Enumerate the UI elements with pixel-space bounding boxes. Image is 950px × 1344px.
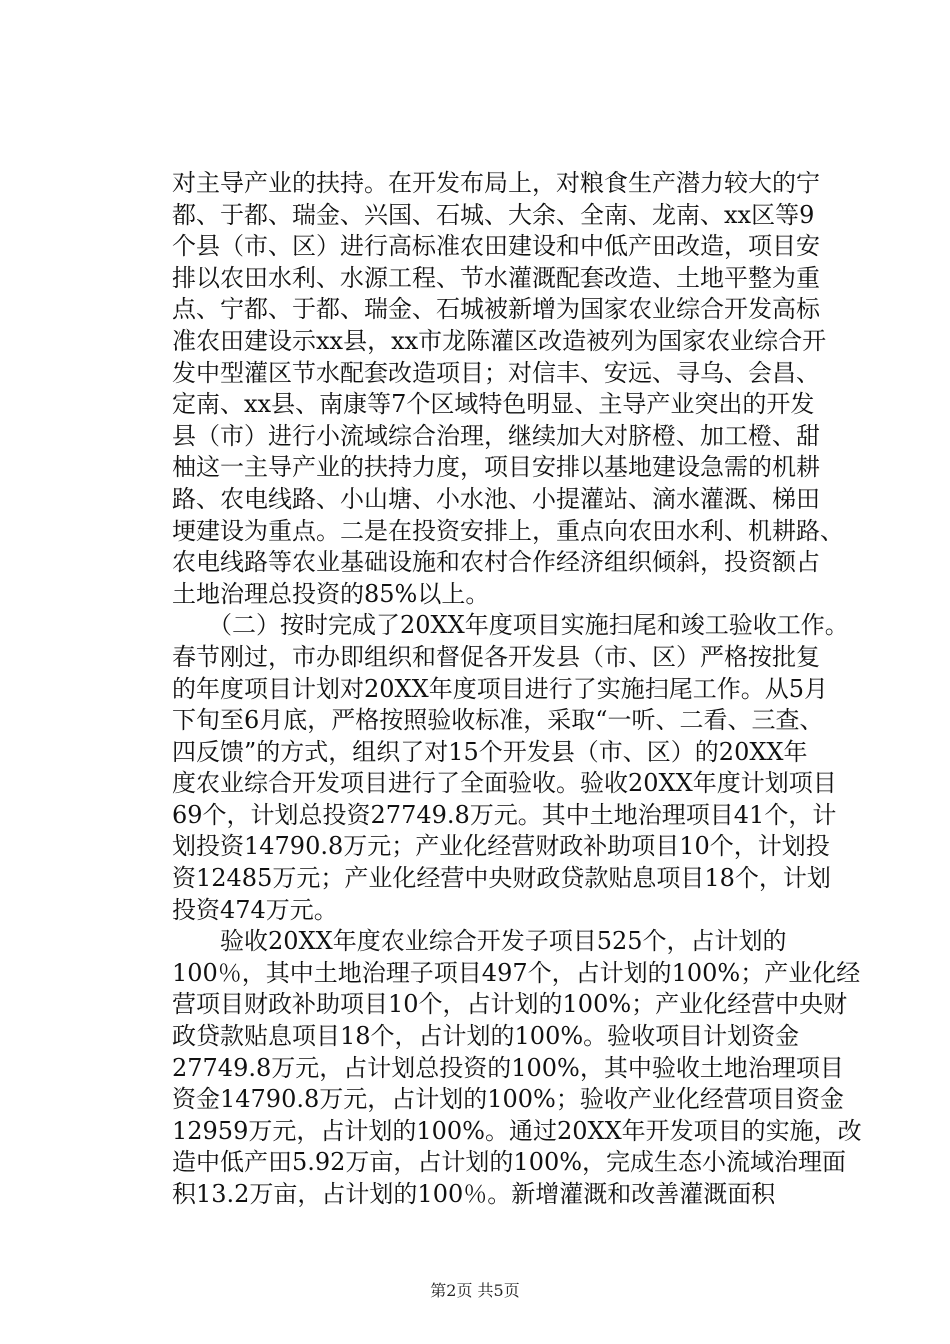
paragraph-line: 对主导产业的扶持。在开发布局上，对粮食生产潜力较大的宁 xyxy=(172,169,820,197)
paragraph-line: 发中型灌区节水配套改造项目；对信丰、安远、寻乌、会昌、 xyxy=(172,358,820,387)
paragraph-line: 柚这一主导产业的扶持力度，项目安排以基地建设急需的机耕 xyxy=(172,453,820,482)
paragraph-line: 下旬至6月底，严格按照验收标准，采取“一听、二看、三查、 xyxy=(172,706,824,735)
body-text xyxy=(172,168,862,1211)
paragraph-line: 资金14790.8万元，占计划的100%；验收产业化经营项目资金 xyxy=(172,1085,844,1114)
paragraph-line: 春节刚过，市办即组织和督促各开发县（市、区）严格按批复 xyxy=(172,642,820,671)
paragraph-line: 县（市）进行小流域综合治理，继续加大对脐橙、加工橙、甜 xyxy=(172,421,820,450)
paragraph-line: 定南、xx县、南康等7个区域特色明显、主导产业突出的开发 xyxy=(172,390,815,419)
paragraph-line: 造中低产田5.92万亩，占计划的100%，完成生态小流域治理面 xyxy=(172,1148,847,1177)
paragraph-line: 四反馈”的方式，组织了对15个开发县（市、区）的20XX年 xyxy=(172,737,808,766)
paragraph-line: 资12485万元；产业化经营中央财政贷款贴息项目18个，计划 xyxy=(172,864,831,893)
paragraph-line: 都、于都、瑞金、兴国、石城、大余、全南、龙南、xx区等9 xyxy=(172,200,815,229)
paragraph-line: 的年度项目计划对20XX年度项目进行了实施扫尾工作。从5月 xyxy=(172,674,828,703)
paragraph-line: 12959万元，占计划的100%。通过20XX年开发项目的实施，改 xyxy=(172,1116,862,1145)
paragraph-line: 投资474万元。 xyxy=(172,895,338,924)
page-footer: 第2页 共5页 xyxy=(430,1281,520,1300)
paragraph-line: 积13.2万亩，占计划的100％。新增灌溉和改善灌溉面积 xyxy=(172,1180,776,1208)
paragraph-line: 点、宁都、于都、瑞金、石城被新增为国家农业综合开发高标 xyxy=(172,295,820,324)
paragraph-line: 路、农电线路、小山塘、小水池、小提灌站、滴水灌溉、梯田 xyxy=(172,484,820,513)
paragraph-line: 个县（市、区）进行高标准农田建设和中低产田改造，项目安 xyxy=(172,232,820,261)
paragraph-line: 政贷款贴息项目18个，占计划的100%。验收项目计划资金 xyxy=(172,1022,800,1051)
paragraph-line: 土地治理总投资的85%以上。 xyxy=(172,579,490,608)
paragraph-line: 验收20XX年度农业综合开发子项目525个，占计划的 xyxy=(172,927,787,956)
paragraph-line: 准农田建设示xx县，xx市龙陈灌区改造被列为国家农业综合开 xyxy=(172,326,827,355)
paragraph-line: 27749.8万元，占计划总投资的100%，其中验收土地治理项目 xyxy=(172,1053,844,1082)
paragraph-line: 度农业综合开发项目进行了全面验收。验收20XX年度计划项目 xyxy=(172,769,837,798)
paragraph-line: 划投资14790.8万元；产业化经营财政补助项目10个，计划投 xyxy=(172,832,830,861)
paragraph-line: 69个，计划总投资27749.8万元。其中土地治理项目41个，计 xyxy=(172,800,837,829)
paragraph-line: 100％，其中土地治理子项目497个，占计划的100%；产业化经 xyxy=(172,958,861,987)
paragraph-line: 营项目财政补助项目10个，占计划的100%；产业化经营中央财 xyxy=(172,990,848,1019)
paragraph-line: 埂建设为重点。二是在投资安排上，重点向农田水利、机耕路、 xyxy=(172,516,844,545)
paragraph-line: 农电线路等农业基础设施和农村合作经济组织倾斜，投资额占 xyxy=(172,548,820,577)
paragraph-line: （二）按时完成了20XX年度项目实施扫尾和竣工验收工作。 xyxy=(172,611,849,640)
paragraph-line: 排以农田水利、水源工程、节水灌溉配套改造、土地平整为重 xyxy=(172,263,820,292)
